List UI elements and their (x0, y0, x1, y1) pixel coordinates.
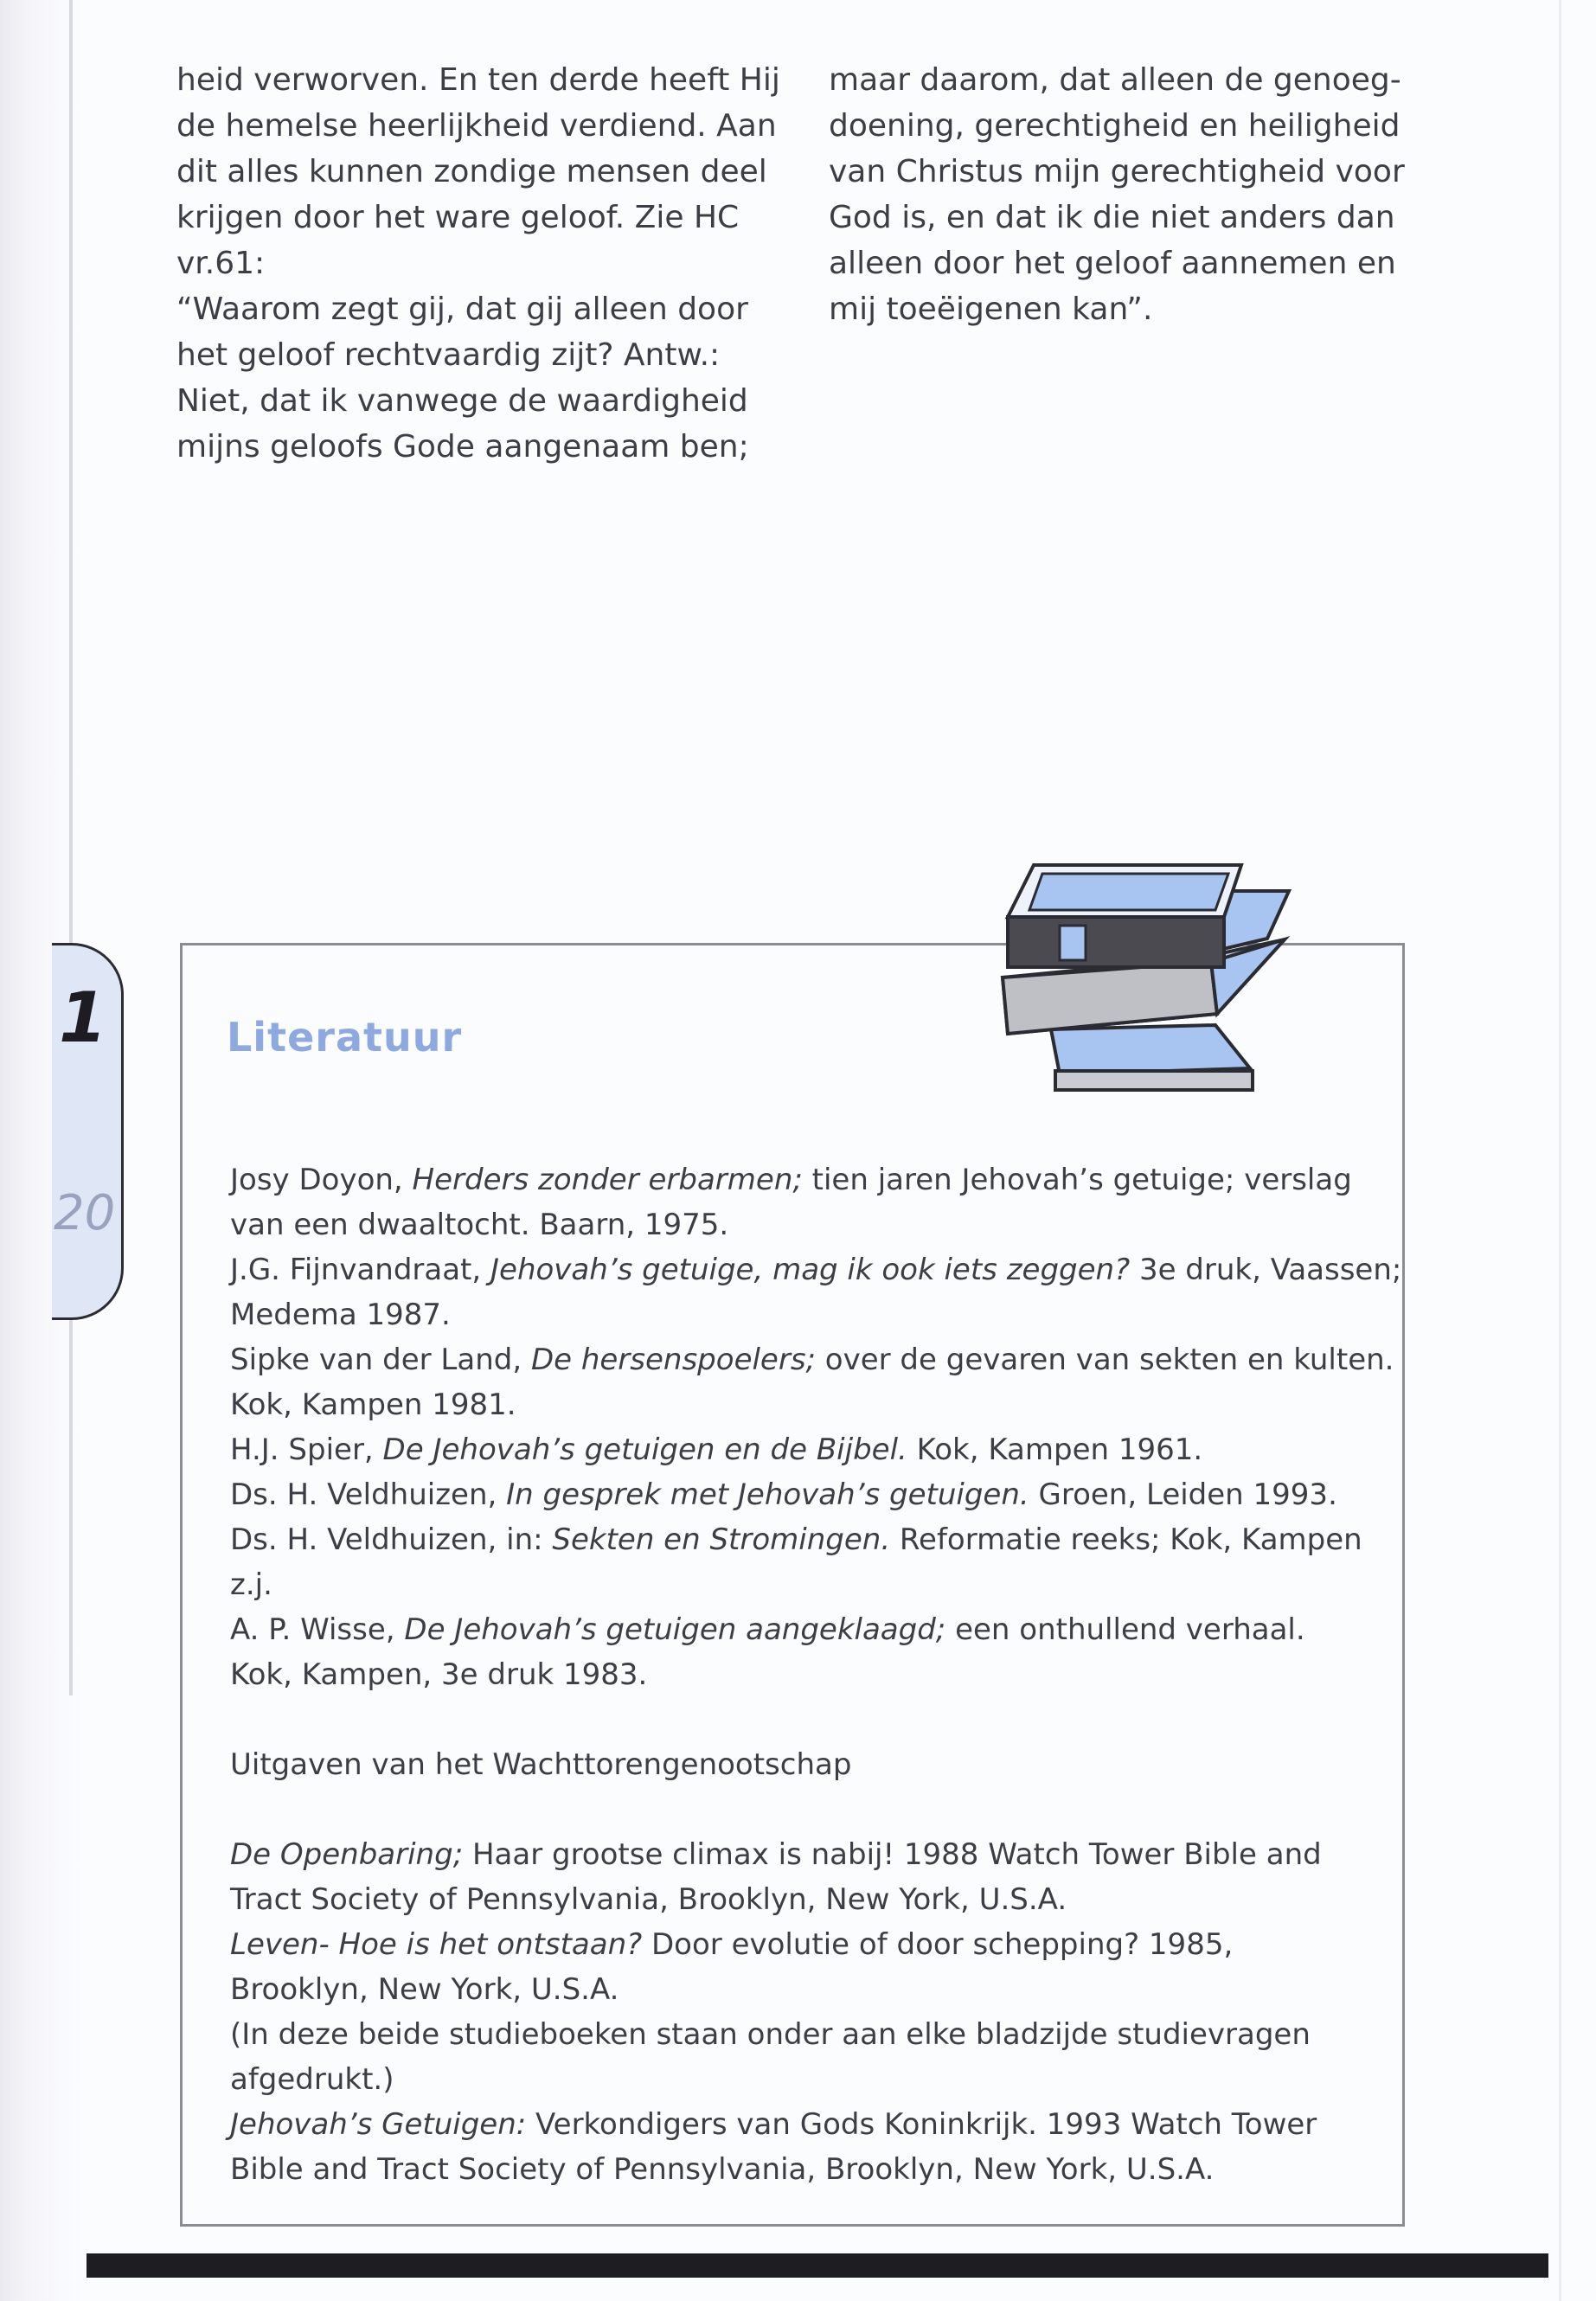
publisher-heading: Uitgaven van het Wachttorengenootschap (230, 1747, 852, 1782)
publication-line: Leven- Hoe is het ontstaan? Door evolutie of door schepping? 1985, (230, 1927, 1234, 1962)
literature-list (230, 1157, 1402, 2192)
chapter-tab-number-secondary: 20 (54, 1185, 116, 1241)
reference-line: Kok, Kampen, 3e druk 1983. (230, 1657, 648, 1692)
spine-line (69, 0, 73, 1695)
body-column-left: heid verworven. En ten derde heeft Hij de hemelse heerlijkheid verdiend. Aan dit alles kunnen zondige mensen deel krijgen door het ware geloof. Zie HC vr.61: “Waarom zegt gij, dat gij alleen door het geloof rechtvaardig zijt? Antw.: Niet, dat ik vanwege de waardigheid mijns geloofs Gode aangenaam ben; (176, 62, 780, 465)
publication-line: Brooklyn, New York, U.S.A. (230, 1972, 619, 2007)
literature-title: Literatuur (227, 1014, 463, 1061)
body-column-right: maar daarom, dat alleen de genoeg- doening, gerechtigheid en heiligheid van Christus mijn gerechtigheid voor God is, en dat ik die niet anders dan alleen door het geloof aannemen en mij toeëigenen kan”. (829, 62, 1405, 327)
reference-line: Kok, Kampen 1981. (230, 1388, 516, 1422)
publication-line: afgedrukt.) (230, 2062, 394, 2097)
publication-line: Tract Society of Pennsylvania, Brooklyn, New York, U.S.A. (230, 1882, 1067, 1917)
reference-line: Sipke van der Land, De hersenspoelers; over de gevaren van sekten en kulten. (230, 1343, 1394, 1377)
publication-line: Bible and Tract Society of Pennsylvania, Brooklyn, New York, U.S.A. (230, 2152, 1215, 2187)
reference-line: A. P. Wisse, De Jehovah’s getuigen aangeklaagd; een onthullend verhaal. (230, 1612, 1305, 1647)
chapter-tab-number: 1 (59, 977, 107, 1058)
reference-line: Josy Doyon, Herders zonder erbarmen; tien jaren Jehovah’s getuige; verslag (230, 1163, 1352, 1197)
stack-of-books-icon (990, 856, 1302, 1099)
reference-line: J.G. Fijnvandraat, Jehovah’s getuige, mag ik ook iets zeggen? 3e druk, Vaassen; (230, 1253, 1402, 1287)
reference-line: Ds. H. Veldhuizen, in: Sekten en Stromingen. Reformatie reeks; Kok, Kampen (230, 1522, 1362, 1557)
bottom-edge-band (87, 2253, 1548, 2278)
reference-line: Medema 1987. (230, 1298, 451, 1332)
page-edge (1559, 0, 1561, 2301)
publication-line: (In deze beide studieboeken staan onder aan elke bladzijde studievragen (230, 2017, 1311, 2052)
reference-line: z.j. (230, 1567, 272, 1602)
reference-line: van een dwaaltocht. Baarn, 1975. (230, 1208, 729, 1242)
reference-line: H.J. Spier, De Jehovah’s getuigen en de Bijbel. Kok, Kampen 1961. (230, 1433, 1203, 1467)
publication-line: De Openbaring; Haar grootse climax is nabij! 1988 Watch Tower Bible and (230, 1837, 1322, 1872)
publication-line: Jehovah’s Getuigen: Verkondigers van Gods Koninkrijk. 1993 Watch Tower (230, 2107, 1317, 2142)
reference-line: Ds. H. Veldhuizen, In gesprek met Jehovah’s getuigen. Groen, Leiden 1993. (230, 1477, 1337, 1512)
